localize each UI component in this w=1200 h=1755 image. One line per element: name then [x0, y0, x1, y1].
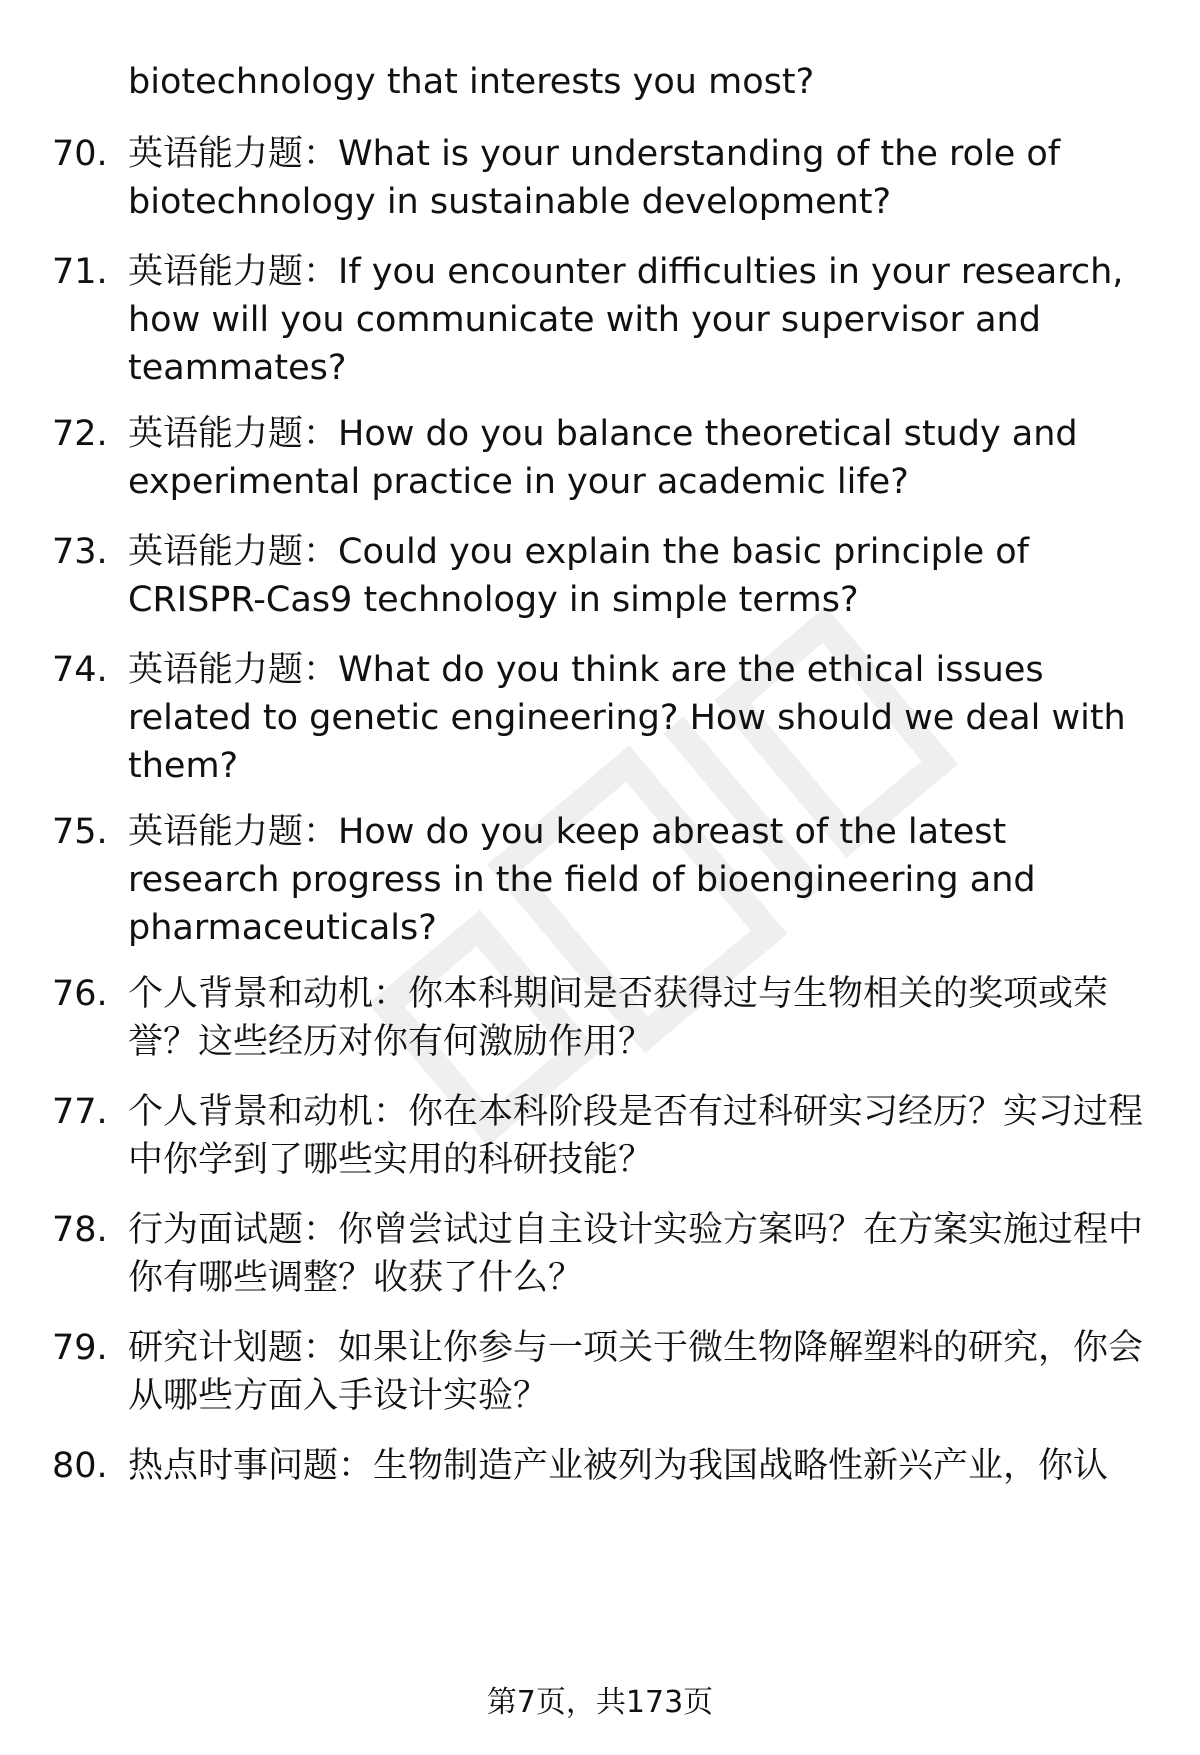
item-text: 研究计划题：如果让你参与一项关于微生物降解塑料的研究，你会从哪些方面入手设计实验？ — [128, 1328, 1144, 1416]
item-number: 71. — [52, 252, 108, 292]
item-text: 个人背景和动机：你本科期间是否获得过与生物相关的奖项或荣誉？这些经历对你有何激励作用？ — [128, 974, 1109, 1062]
item-text: 热点时事问题：生物制造产业被列为我国战略性新兴产业，你认 — [128, 1446, 1109, 1486]
item-text: 英语能力题：If you encounter difficulties in your research, how will you communicate with your supervisor and teammates? — [128, 252, 1124, 388]
page-footer: 第7页，共173页 — [486, 1685, 714, 1720]
item-number: 78. — [52, 1210, 108, 1250]
item-number: 73. — [52, 532, 108, 572]
item-number: 70. — [52, 134, 108, 174]
item-text: 英语能力题：What do you think are the ethical issues related to genetic engineering? How should we deal with them? — [128, 650, 1126, 786]
item-number: 80. — [52, 1446, 108, 1486]
item-text: 行为面试题：你曾尝试过自主设计实验方案吗？在方案实施过程中你有哪些调整？收获了什么？ — [128, 1210, 1144, 1298]
item-text: 英语能力题：How do you balance theoretical study and experimental practice in your academic life? — [128, 414, 1078, 502]
continuation-text: biotechnology that interests you most? — [128, 62, 815, 102]
item-number: 74. — [52, 650, 108, 690]
item-number: 77. — [52, 1092, 108, 1132]
item-text: 个人背景和动机：你在本科阶段是否有过科研实习经历？实习过程中你学到了哪些实用的科研技能？ — [128, 1092, 1144, 1180]
item-number: 72. — [52, 414, 108, 454]
item-text: 英语能力题：What is your understanding of the role of biotechnology in sustainable development? — [128, 134, 1061, 222]
item-text: 英语能力题：Could you explain the basic principle of CRISPR-Cas9 technology in simple terms? — [128, 532, 1029, 620]
item-number: 75. — [52, 812, 108, 852]
item-text: 英语能力题：How do you keep abreast of the latest research progress in the field of bioengineering and pharmaceuticals? — [128, 812, 1036, 948]
item-number: 76. — [52, 974, 108, 1014]
item-number: 79. — [52, 1328, 108, 1368]
